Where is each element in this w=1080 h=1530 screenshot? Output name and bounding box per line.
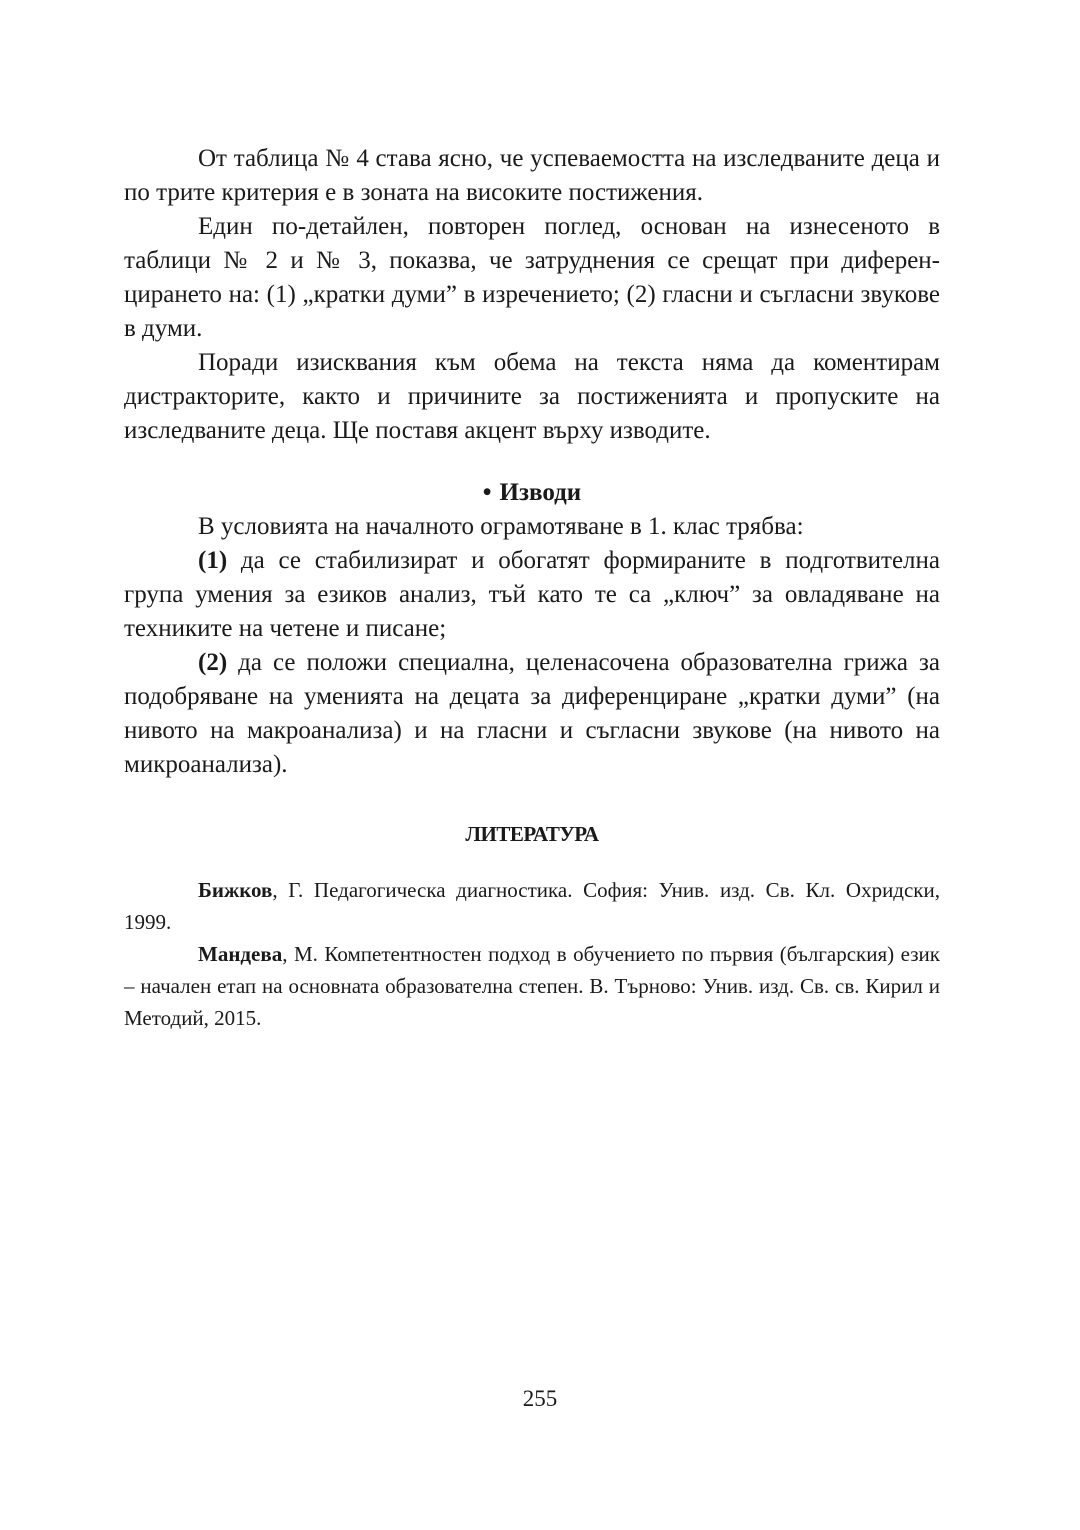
- page-content: [124, 142, 940, 1034]
- conclusions-intro: В условията на началното ограмотяване в 1. клас трябва:: [198, 513, 804, 540]
- reference-item: [124, 938, 940, 1034]
- page-number: 255: [522, 1386, 558, 1411]
- conclusion-item-1-number: (1): [198, 547, 228, 574]
- reference-text: , М. Компетентностен подход в обучението по първия (българския) език – начален етап на основната образователна степен. В. Търново: Унив. изд. Св. св. Кирил и Методий, 2015.: [124, 942, 940, 1030]
- conclusion-item-1: [124, 544, 940, 646]
- reference-author: Мандева: [198, 942, 283, 966]
- conclusions-heading: [124, 476, 940, 510]
- conclusion-item-1-text: да се стабилизират и обогатят формираните в подготвителна група умения за езиков анализ, тъй като те са „ключ” за овладяване на техниките на четене и писане;: [124, 547, 940, 642]
- bullet-icon: •: [482, 479, 492, 506]
- conclusion-item-2: [124, 646, 940, 782]
- literature-title: ЛИТЕРАТУРА: [465, 822, 599, 846]
- paragraph-detailed-view: Един по-детайлен, повторен поглед, основан на изнесеното в таблици № 2 и № 3, показва, че затруднения се срещат при диференцирането на: (1) „кратки думи” в изречението; (2) гласни и съгласни звукове в думи.: [124, 213, 940, 342]
- conclusion-item-2-text: да се положи специална, целенасочена образователна грижа за подобряване на уменията на децата за диференциране „кратки думи” (на нивото на макроанализа) и на гласни и съгласни звукове (на нивото на микроанализа).: [124, 649, 940, 778]
- reference-text: , Г. Педагогическа диагностика. София: Унив. изд. Св. Кл. Охридски, 1999.: [124, 878, 940, 934]
- conclusions-heading-text: Изводи: [499, 479, 582, 506]
- references-list: [124, 874, 940, 1034]
- reference-item: [124, 874, 940, 938]
- reference-author: Бижков: [198, 878, 273, 902]
- paragraph-table4-summary: От таблица № 4 става ясно, че успеваемостта на изследваните деца и по трите критерия е в зоната на високите постижения.: [124, 145, 940, 206]
- paragraph-distractors: Поради изисквания към обема на текста няма да коментирам дистракторите, както и причините за постиженията и пропуските на изследваните деца. Ще поставя акцент върху изводите.: [124, 349, 940, 444]
- conclusion-item-2-number: (2): [198, 649, 228, 676]
